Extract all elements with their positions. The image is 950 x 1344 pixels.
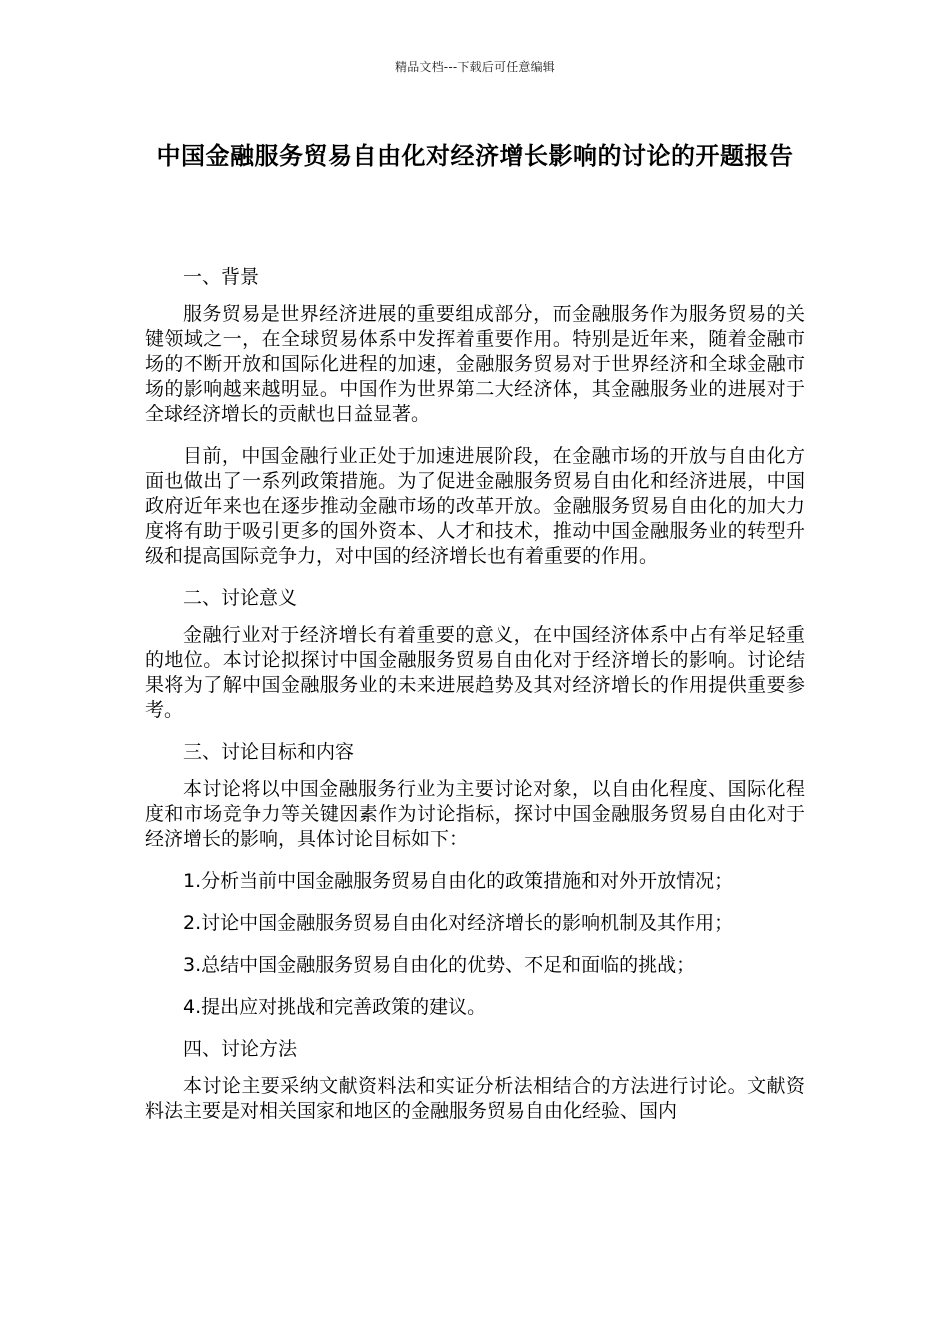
list-item: 1.分析当前中国金融服务贸易自由化的政策措施和对外开放情况； xyxy=(183,870,734,892)
paragraph-background-1: 服务贸易是世界经济进展的重要组成部分，而金融服务作为服务贸易的关键领域之一，在全球贸易体系中发挥着重要作用。特别是近年来，随着金融市场的不断开放和国际化进程的加速，金融服务贸易对于世界经济和全球金融市场的影响越来越明显。中国作为世界第二大经济体，其金融服务业的进展对于全球经济增长的贡献也日益显著。 xyxy=(145,303,805,425)
paragraph-background-2: 目前，中国金融行业正处于加速进展阶段，在金融市场的开放与自由化方面也做出了一系列政策措施。为了促进金融服务贸易自由化和经济进展，中国政府近年来也在逐步推动金融市场的改革开放。金融服务贸易自由化的加大力度将有助于吸引更多的国外资本、人才和技术，推动中国金融服务业的转型升级和提高国际竞争力，对中国的经济增长也有着重要的作用。 xyxy=(145,445,805,567)
section-heading-methods: 四、讨论方法 xyxy=(183,1038,298,1060)
list-item: 2.讨论中国金融服务贸易自由化对经济增长的影响机制及其作用； xyxy=(183,912,734,934)
list-item: 3.总结中国金融服务贸易自由化的优势、不足和面临的挑战； xyxy=(183,954,696,976)
list-item: 4.提出应对挑战和完善政策的建议。 xyxy=(183,996,487,1018)
document-title: 中国金融服务贸易自由化对经济增长影响的讨论的开题报告 xyxy=(156,142,794,170)
section-heading-objectives: 三、讨论目标和内容 xyxy=(183,741,355,763)
paragraph-objectives-1: 本讨论将以中国金融服务行业为主要讨论对象，以自由化程度、国际化程度和市场竞争力等关键因素作为讨论指标，探讨中国金融服务贸易自由化对于经济增长的影响，具体讨论目标如下： xyxy=(145,778,805,850)
section-heading-significance: 二、讨论意义 xyxy=(183,587,298,609)
section-heading-background: 一、背景 xyxy=(183,266,260,288)
paragraph-significance-1: 金融行业对于经济增长有着重要的意义，在中国经济体系中占有举足轻重的地位。本讨论拟探讨中国金融服务贸易自由化对于经济增长的影响。讨论结果将为了解中国金融服务业的未来进展趋势及其对经济增长的作用提供重要参考。 xyxy=(145,624,805,721)
header-note: 精品文档---下载后可任意编辑 xyxy=(395,60,555,74)
document-body xyxy=(145,265,805,1141)
paragraph-methods-1: 本讨论主要采纳文献资料法和实证分析法相结合的方法进行讨论。文献资料法主要是对相关国家和地区的金融服务贸易自由化经验、国内 xyxy=(145,1075,805,1122)
